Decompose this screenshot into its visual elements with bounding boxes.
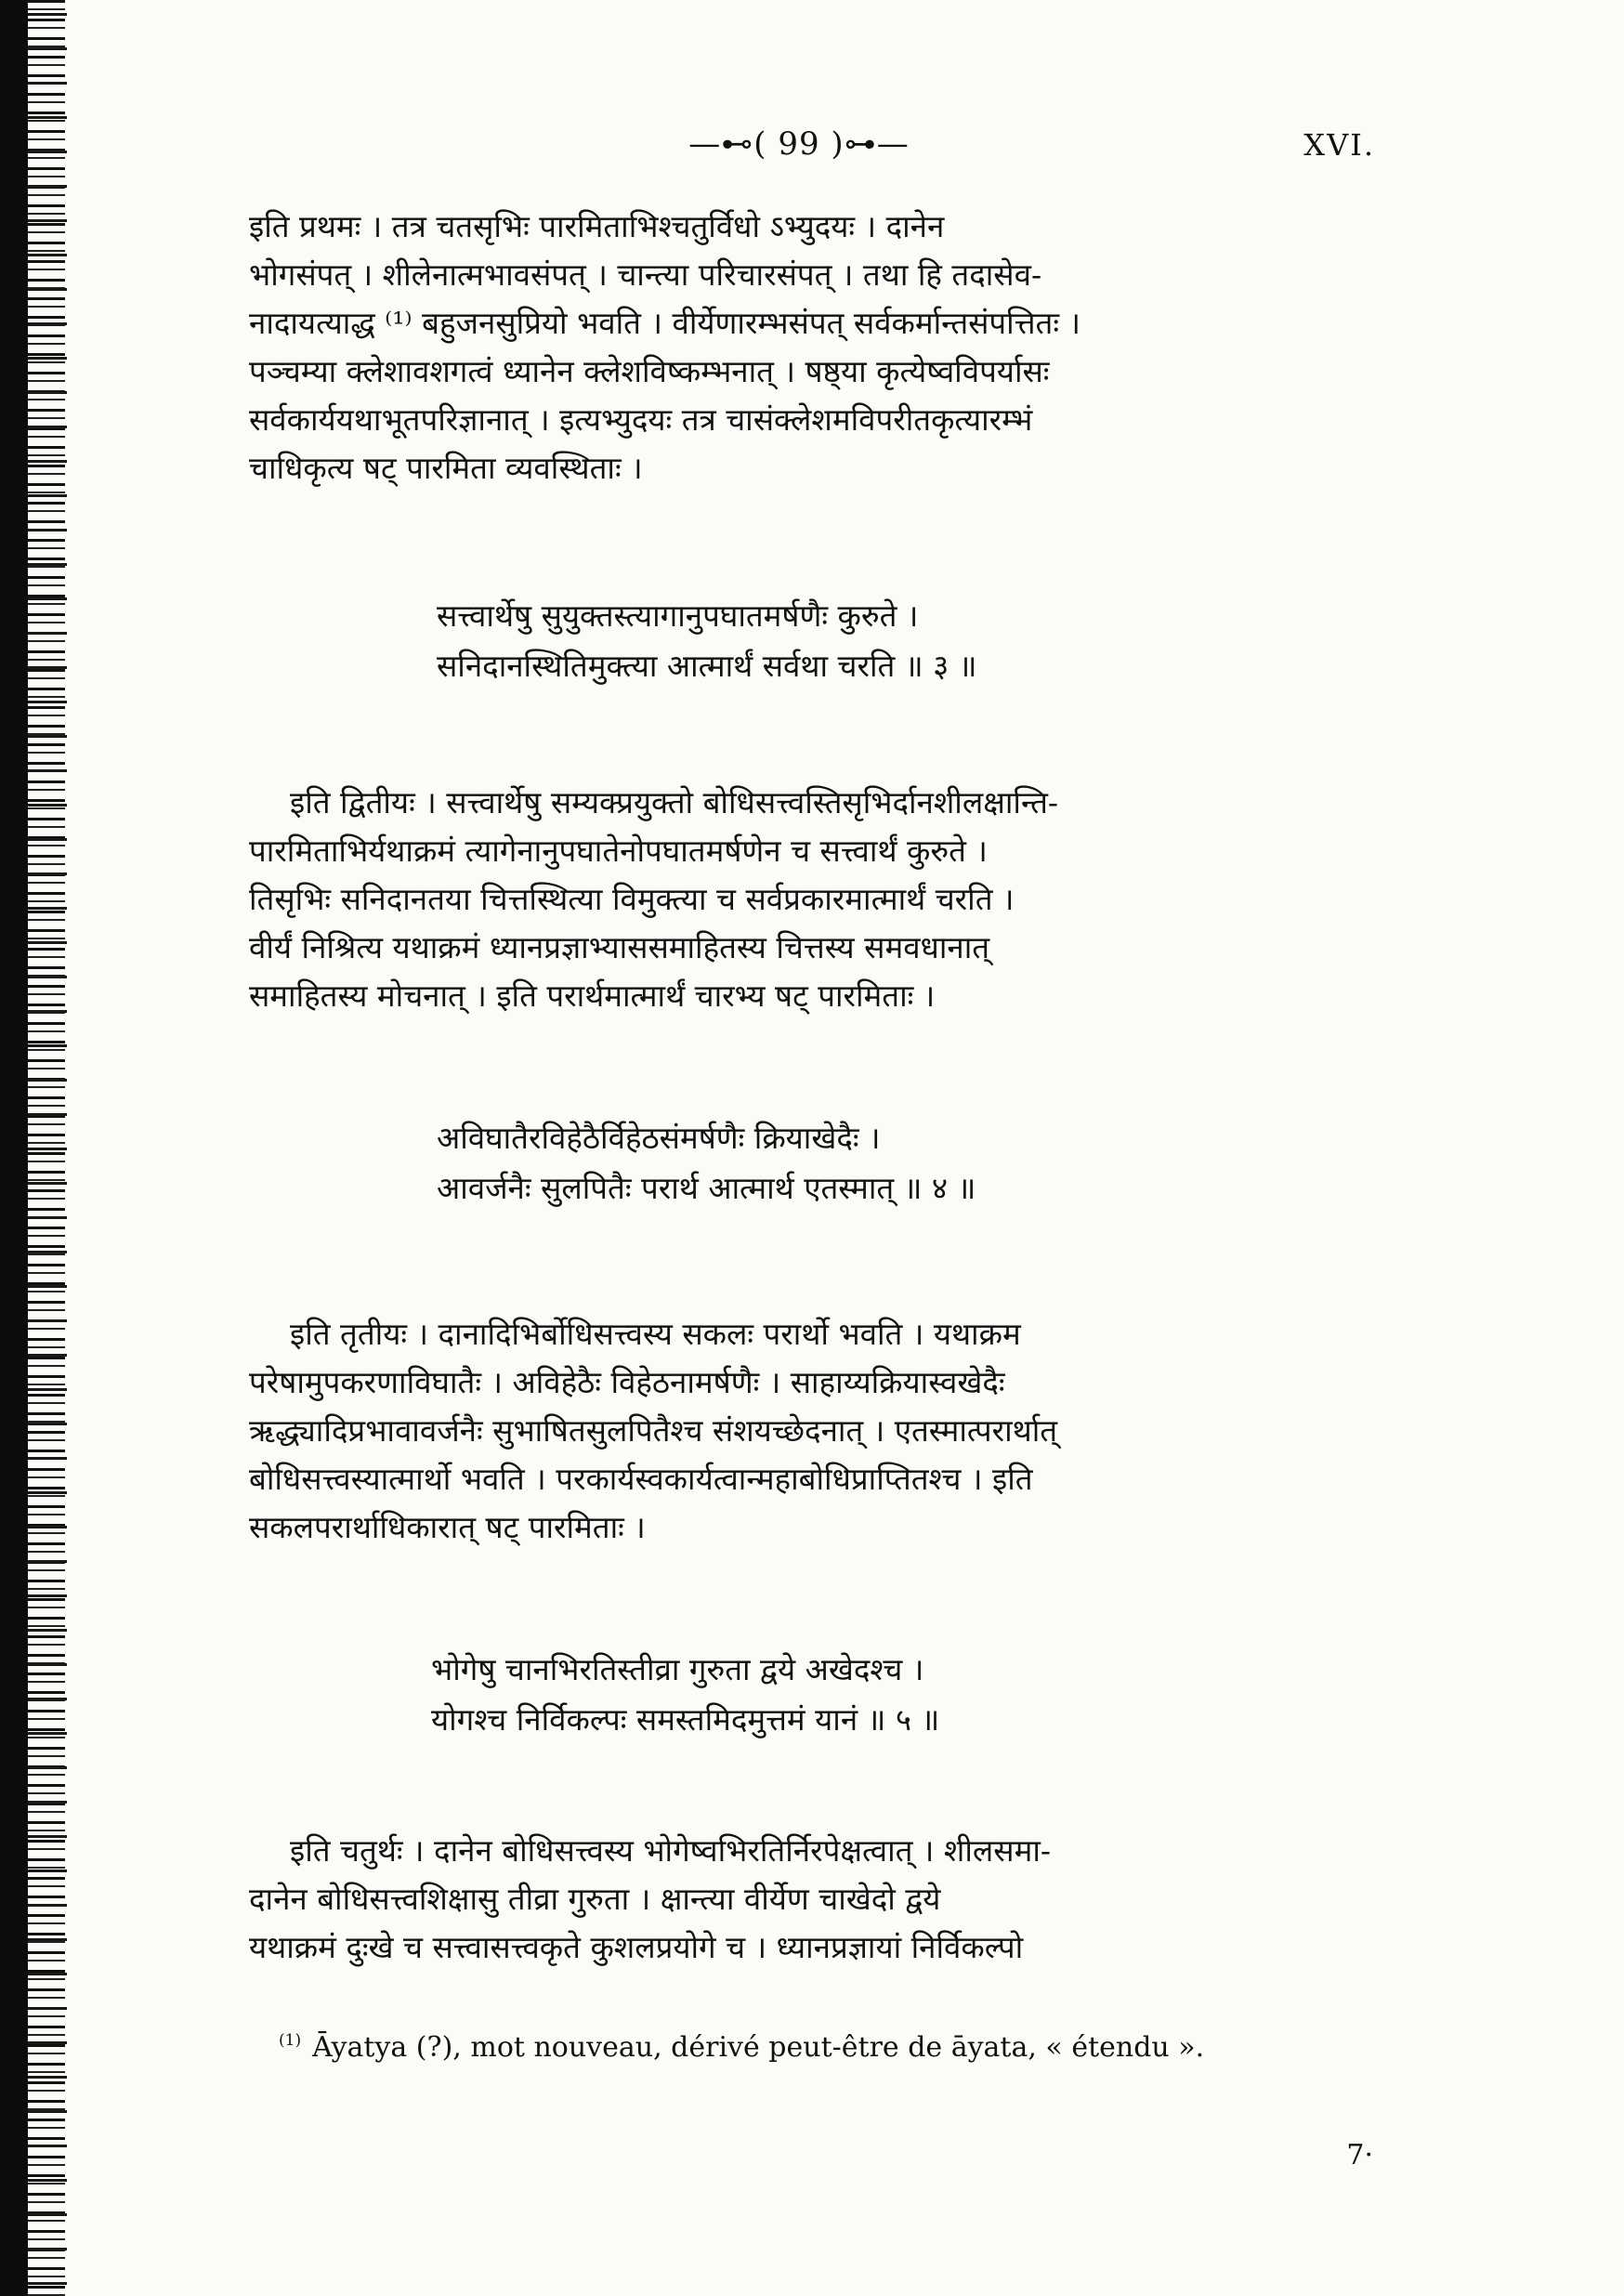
paragraph-line: चाधिकृत्य षट् पारमिता व्यवस्थिताः । (249, 450, 643, 486)
paragraph-line: पञ्चम्या क्लेशावशगत्वं ध्यानेन क्लेशविष्कम्भनात् । षष्ठ्या कृत्येष्वविपर्यासः (249, 353, 1050, 389)
paragraph-line: वीर्यं निश्रित्य यथाक्रमं ध्यानप्रज्ञाभ्याससमाहितस्य चित्तस्य समवधानात् (249, 929, 990, 965)
paragraph-line: इति द्वितीयः । सत्त्वार्थेषु सम्यक्प्रयुक्तो बोधिसत्त्वस्तिसृभिर्दानशीलक्षान्ति- (290, 784, 1059, 820)
chapter-number: XVI. (1303, 127, 1375, 163)
paragraph-line: इति चतुर्थः । दानेन बोधिसत्त्वस्य भोगेष्वभिरतिर्निरपेक्षत्वात् । शीलसमा- (290, 1832, 1052, 1869)
paragraph-line: समाहितस्य मोचनात् । इति परार्थमात्मार्थं चारभ्य षट् पारमिताः । (249, 977, 936, 1014)
paragraph-line: ऋद्ध्यादिप्रभावावर्जनैः सुभाषितसुलपितैश्च संशयच्छेदनात् । एतस्मात्परार्थात् (249, 1412, 1058, 1449)
binding-edge (0, 0, 65, 2296)
paragraph-line: परेषामुपकरणाविघातैः । अविहेठैः विहेठनामर्षणैः । साहाय्यक्रियास्वखेदैः (249, 1364, 1005, 1400)
paragraph-line: इति तृतीयः । दानादिभिर्बोधिसत्त्वस्य सकलः परार्थो भवति । यथाक्रम (290, 1316, 1021, 1352)
verse-line: योगश्च निर्विकल्पः समस्तमिदमुत्तमं यानं ॥ ५ ॥ (431, 1701, 940, 1738)
paragraph-line: इति प्रथमः । तत्र चतसृभिः पारमिताभिश्चतुर्विधो ऽभ्युदयः । दानेन (249, 208, 945, 244)
footnote-text: Āyatya (?), mot nouveau, dérivé peut-être de āyata, « étendu ». (312, 2031, 1205, 2064)
paragraph-4 (249, 1827, 1378, 1972)
footnote (279, 2031, 1375, 2064)
paragraph-line: पारमिताभिर्यथाक्रमं त्यागेनानुपघातेनोपघातमर्षणेन च सत्त्वार्थं कुरुते । (249, 833, 988, 869)
verse-line: आवर्जनैः सुलपितैः परार्थ आत्मार्थ एतस्मात् ॥ ४ ॥ (437, 1170, 976, 1206)
verse-4 (249, 1113, 1378, 1214)
paragraph-line: सर्वकार्ययथाभूतपरिज्ञानात् । इत्यभ्युदयः तत्र चासंक्लेशमविपरीतकृत्यारम्भं (249, 401, 1033, 438)
paragraph-line: बोधिसत्त्वस्यात्मार्थो भवति । परकार्यस्वकार्यत्वान्महाबोधिप्राप्तितश्च । इति (249, 1461, 1033, 1497)
signature-mark: 7· (1346, 2139, 1373, 2171)
paragraph-3 (249, 1310, 1378, 1552)
paragraph-line: दानेन बोधिसत्त्वशिक्षासु तीव्रा गुरुता । क्षान्त्या वीर्येण चाखेदो द्वये (249, 1881, 941, 1917)
paragraph-line: सकलपरार्थाधिकारात् षट् पारमिताः । (249, 1509, 646, 1545)
paragraph-line: तिसृभिः सनिदानतया चित्तस्थित्या विमुक्त्या च सर्वप्रकारमात्मार्थं चरति । (249, 881, 1015, 917)
footnote-marker: (1) (279, 2031, 302, 2050)
verse-line: सत्त्वार्थेषु सुयुक्तस्त्यागानुपघातमर्षणैः कुरुते । (437, 597, 919, 634)
verse-3 (249, 591, 1378, 691)
verse-line: अविघातैरविहेठैर्विहेठसंमर्षणैः क्रियाखेदैः । (437, 1120, 881, 1156)
verse-5 (249, 1645, 1378, 1745)
paragraph-line: यथाक्रमं दुःखे च सत्त्वासत्त्वकृते कुशलप्रयोगे च । ध्यानप्रज्ञायां निर्विकल्पो (249, 1929, 1024, 1965)
verse-line: सनिदानस्थितिमुक्त्या आत्मार्थं सर्वथा चरति ॥ ३ ॥ (437, 648, 977, 684)
paragraph-1 (249, 203, 1378, 492)
verse-line: भोगेषु चानभिरतिस्तीव्रा गुरुता द्वये अखेदश्च । (431, 1651, 924, 1687)
page-header (251, 125, 1375, 172)
paragraph-line: नादायत्याद्ध ⁽¹⁾ बहुजनसुप्रियो भवति । वीर्येणारम्भसंपत् सर्वकर्मान्तसंपत्तितः । (249, 305, 1080, 341)
paragraph-line: भोगसंपत् । शीलेनात्मभावसंपत् । चान्त्या परिचारसंपत् । तथा हि तदासेव- (249, 256, 1042, 293)
paragraph-2 (249, 779, 1378, 1020)
page-number: —⊷( 99 )⊶— (688, 125, 910, 163)
